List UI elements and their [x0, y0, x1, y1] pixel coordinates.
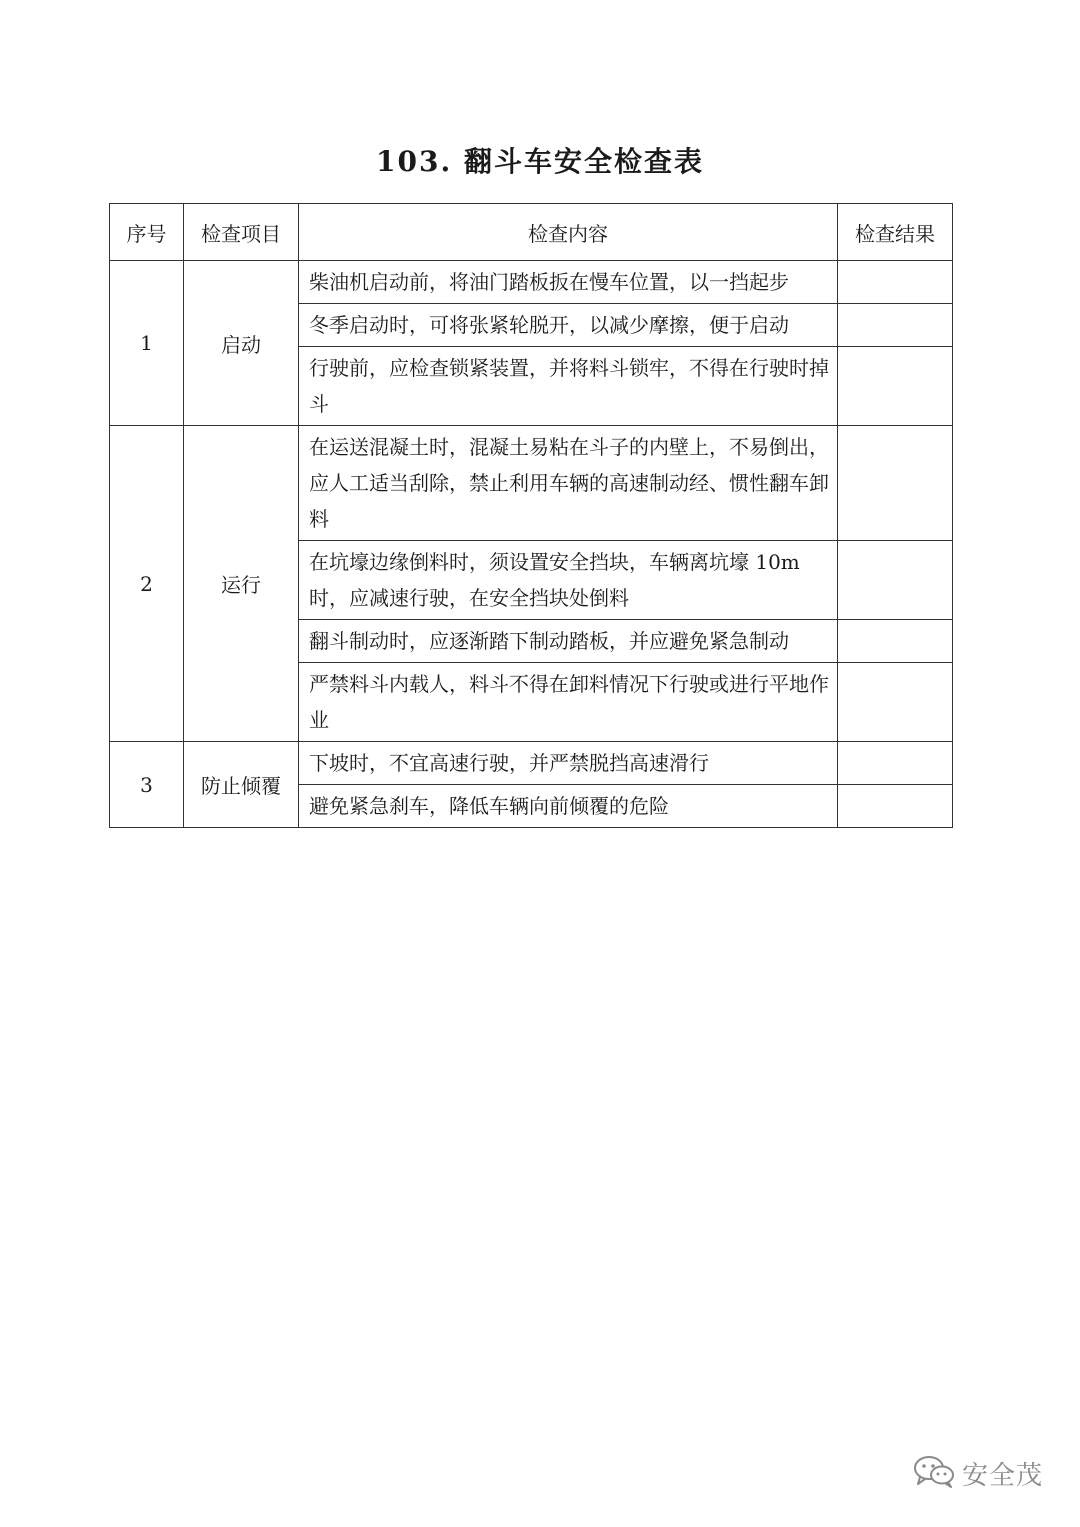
header-content: 检查内容	[299, 204, 838, 261]
check-item: 防止倾覆	[184, 742, 299, 828]
check-content: 柴油机启动前，将油门踏板扳在慢车位置，以一挡起步	[299, 261, 838, 304]
result-cell	[838, 785, 953, 828]
inspection-table	[109, 203, 953, 828]
result-cell	[838, 620, 953, 663]
page-title: 103. 翻斗车安全检查表	[376, 145, 704, 178]
result-cell	[838, 663, 953, 742]
check-content: 在运送混凝土时，混凝土易粘在斗子的内壁上，不易倒出，应人工适当刮除，禁止利用车辆的高速制动经、惯性翻车卸料	[299, 426, 838, 541]
check-item: 启动	[184, 261, 299, 426]
header-result: 检查结果	[838, 204, 953, 261]
result-cell	[838, 742, 953, 785]
result-cell	[838, 347, 953, 426]
table-row	[110, 426, 953, 541]
table-row	[110, 742, 953, 785]
result-cell	[838, 304, 953, 347]
check-content: 避免紧急刹车，降低车辆向前倾覆的危险	[299, 785, 838, 828]
check-content: 冬季启动时，可将张紧轮脱开，以减少摩擦，便于启动	[299, 304, 838, 347]
row-number: 3	[110, 742, 184, 828]
row-number: 2	[110, 426, 184, 742]
check-content: 行驶前，应检查锁紧装置，并将料斗锁牢，不得在行驶时掉斗	[299, 347, 838, 426]
check-content: 严禁料斗内载人，料斗不得在卸料情况下行驶或进行平地作业	[299, 663, 838, 742]
row-number: 1	[110, 261, 184, 426]
check-content: 在坑壕边缘倒料时，须设置安全挡块，车辆离坑壕 10m时，应减速行驶，在安全挡块处倒料	[299, 541, 838, 620]
table-row	[110, 261, 953, 304]
result-cell	[838, 426, 953, 541]
result-cell	[838, 261, 953, 304]
header-no: 序号	[110, 204, 184, 261]
header-item: 检查项目	[184, 204, 299, 261]
result-cell	[838, 541, 953, 620]
wechat-icon	[912, 1453, 956, 1493]
check-content: 下坡时，不宜高速行驶，并严禁脱挡高速滑行	[299, 742, 838, 785]
watermark-text: 安全茂	[962, 1460, 1044, 1491]
header-row	[110, 204, 953, 261]
watermark	[912, 1453, 1043, 1493]
check-content: 翻斗制动时，应逐渐踏下制动踏板，并应避免紧急制动	[299, 620, 838, 663]
check-item: 运行	[184, 426, 299, 742]
